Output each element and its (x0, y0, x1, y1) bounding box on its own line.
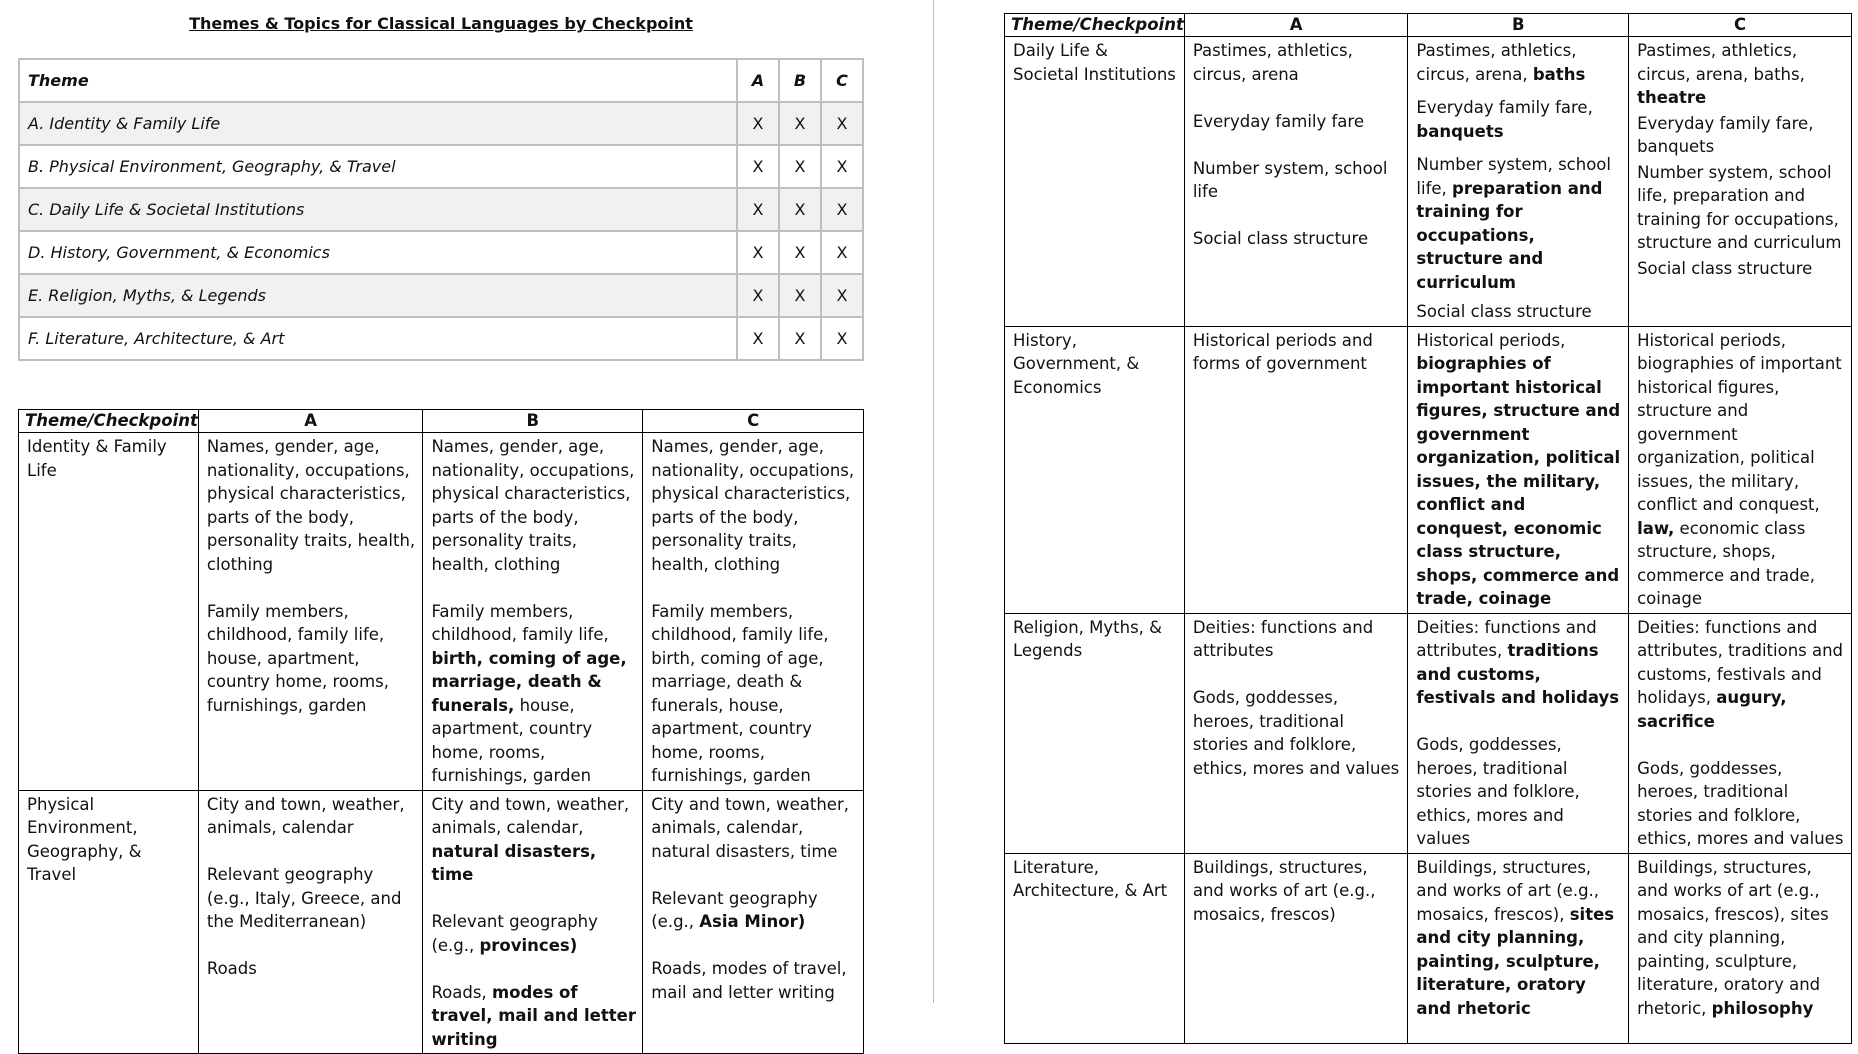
topic-text: Deities: functions and attributes, traditions and customs, festivals and holidays, augury, sacrifice (1637, 617, 1844, 731)
topic-text: Names, gender, age, nationality, occupations, physical characteristics, parts of the body, personality traits, health, clothing (206, 437, 416, 574)
topic-text: Pastimes, athletics, circus, arena (1192, 41, 1353, 84)
summary-header-theme: Theme (19, 59, 737, 102)
checkpoint-a-cell (198, 433, 423, 791)
summary-row (19, 274, 863, 317)
checkpoint-c-cell (1629, 853, 1852, 1043)
checkpoint-c-cell (643, 790, 864, 1054)
topic-text: Relevant geography (e.g., Italy, Greece, and the Mediterranean) (206, 865, 402, 931)
summary-theme-label: B. Physical Environment, Geography, & Travel (19, 145, 737, 188)
summary-row (19, 231, 863, 274)
detail-table-left (18, 409, 864, 1054)
topic-text: Historical periods and forms of government (1192, 330, 1373, 373)
checkpoint-b-cell (423, 433, 643, 791)
topic-text: Everyday family fare (1192, 111, 1364, 131)
summary-mark-a: X (737, 317, 779, 360)
topic-text: Names, gender, age, nationality, occupations, physical characteristics, parts of the body, personality traits, health, clothing (651, 437, 855, 574)
topic-text: Names, gender, age, nationality, occupations, physical characteristics, parts of the body, personality traits, health, clothing (431, 437, 635, 574)
summary-theme-label: D. History, Government, & Economics (19, 231, 737, 274)
right-page (938, 0, 1858, 1018)
topic-text: Number system, school life, preparation and training for occupations, structure and curriculum (1637, 162, 1842, 252)
detail-header-theme: Theme/Checkpoint (1005, 14, 1185, 37)
topic-text: Relevant geography (e.g., Asia Minor) (651, 888, 818, 931)
detail-row-identity (19, 433, 864, 791)
checkpoint-b-cell (1408, 613, 1629, 853)
summary-mark-b: X (779, 274, 821, 317)
summary-mark-b: X (779, 102, 821, 145)
checkpoint-a-cell (1184, 326, 1408, 613)
topic-text: City and town, weather, animals, calendar (206, 794, 405, 837)
topic-text: Number system, school life (1192, 158, 1388, 201)
topic-text: Social class structure (1637, 258, 1813, 278)
summary-table (18, 58, 864, 361)
detail-table-right (1004, 13, 1852, 1044)
topic-text: Number system, school life, preparation and training for occupations, structure and curriculum (1416, 155, 1611, 292)
checkpoint-b-cell (423, 790, 643, 1054)
topic-text: Everyday family fare, banquets (1416, 98, 1593, 141)
topic-text: Family members, childhood, family life, birth, coming of age, marriage, death & funerals, house, apartment, country home, rooms, furnishings, garden (651, 601, 829, 785)
checkpoint-a-cell (1184, 613, 1408, 853)
summary-theme-label: C. Daily Life & Societal Institutions (19, 188, 737, 231)
detail-row-daily-life (1005, 37, 1852, 327)
detail-header-row (19, 410, 864, 433)
summary-mark-b: X (779, 317, 821, 360)
checkpoint-c-cell (643, 433, 864, 791)
summary-mark-a: X (737, 145, 779, 188)
checkpoint-c-cell (1629, 37, 1852, 327)
topic-text: Deities: functions and attributes (1192, 617, 1374, 660)
theme-cell: Religion, Myths, & Legends (1005, 613, 1185, 853)
summary-row (19, 145, 863, 188)
detail-header-b: B (1408, 14, 1629, 37)
summary-mark-c: X (821, 102, 863, 145)
summary-mark-a: X (737, 231, 779, 274)
checkpoint-b-cell (1408, 37, 1629, 327)
detail-header-theme: Theme/Checkpoint (19, 410, 199, 433)
summary-mark-c: X (821, 231, 863, 274)
detail-row-physical (19, 790, 864, 1054)
summary-row (19, 317, 863, 360)
topic-text: Buildings, structures, and works of art (e.g., mosaics, frescos) (1192, 857, 1376, 924)
topic-text: Gods, goddesses, heroes, traditional stories and folklore, ethics, mores and values (1637, 758, 1844, 848)
summary-mark-b: X (779, 231, 821, 274)
topic-text: Roads (206, 959, 257, 978)
summary-mark-b: X (779, 145, 821, 188)
topic-text: Deities: functions and attributes, traditions and customs, festivals and holidays (1416, 617, 1620, 707)
summary-mark-a: X (737, 274, 779, 317)
summary-row (19, 102, 863, 145)
summary-theme-label: F. Literature, Architecture, & Art (19, 317, 737, 360)
detail-row-history (1005, 326, 1852, 613)
topic-text: Social class structure (1416, 302, 1592, 321)
topic-text: Pastimes, athletics, circus, arena, baths (1416, 41, 1586, 84)
topic-text: Relevant geography (e.g., provinces) (431, 912, 598, 955)
summary-mark-c: X (821, 274, 863, 317)
topic-text: Historical periods, biographies of important historical figures, structure and government organization, political issues, the military, conflict and conquest, economic class structure, shops, commerce and trade, coinage (1416, 330, 1621, 608)
detail-header-row (1005, 14, 1852, 37)
topic-text: Roads, modes of travel, mail and letter writing (431, 982, 636, 1049)
topic-text: Everyday family fare, banquets (1637, 113, 1814, 156)
topic-text: Family members, childhood, family life, birth, coming of age, marriage, death & funerals, house, apartment, country home, rooms, furnishings, garden (431, 601, 627, 785)
topic-text: City and town, weather, animals, calendar, natural disasters, time (431, 794, 630, 884)
topic-text: Social class structure (1192, 229, 1369, 248)
topic-text: Gods, goddesses, heroes, traditional stories and folklore, ethics, mores and values (1416, 735, 1580, 848)
theme-cell: History, Government, & Economics (1005, 326, 1185, 613)
checkpoint-a-cell (1184, 853, 1408, 1043)
detail-row-religion (1005, 613, 1852, 853)
summary-header-a: A (737, 59, 779, 102)
checkpoint-b-cell (1408, 326, 1629, 613)
page-divider (933, 0, 934, 1003)
summary-theme-label: A. Identity & Family Life (19, 102, 737, 145)
topic-text: Gods, goddesses, heroes, traditional stories and folklore, ethics, mores and values (1192, 688, 1400, 778)
theme-cell: Daily Life & Societal Institutions (1005, 37, 1185, 327)
detail-header-b: B (423, 410, 643, 433)
detail-header-c: C (1629, 14, 1852, 37)
theme-cell: Literature, Architecture, & Art (1005, 853, 1185, 1043)
summary-mark-b: X (779, 188, 821, 231)
left-page (0, 0, 930, 1049)
topic-text: Roads, modes of travel, mail and letter writing (651, 959, 847, 1002)
detail-row-literature (1005, 853, 1852, 1043)
topic-text: Buildings, structures, and works of art (e.g., mosaics, frescos), sites and city planning, painting, sculpture, literature, oratory and rhetoric (1416, 857, 1615, 1018)
topic-text: Buildings, structures, and works of art (e.g., mosaics, frescos), sites and city planning, painting, sculpture, literature, oratory and rhetoric, philosophy (1637, 857, 1829, 1018)
summary-mark-a: X (737, 188, 779, 231)
summary-header-c: C (821, 59, 863, 102)
detail-header-a: A (198, 410, 423, 433)
topic-text: Pastimes, athletics, circus, arena, baths, theatre (1637, 41, 1805, 107)
theme-cell: Identity & Family Life (19, 433, 199, 791)
topic-text: Historical periods, biographies of important historical figures, structure and government organization, political issues, the military, conflict and conquest, law, economic class structure, shops, commerce and trade, coinage (1637, 330, 1842, 608)
topic-text: City and town, weather, animals, calendar, natural disasters, time (651, 794, 849, 861)
detail-header-c: C (643, 410, 864, 433)
checkpoint-c-cell (1629, 326, 1852, 613)
summary-mark-a: X (737, 102, 779, 145)
summary-theme-label: E. Religion, Myths, & Legends (19, 274, 737, 317)
checkpoint-c-cell (1629, 613, 1852, 853)
theme-cell: Physical Environment, Geography, & Travel (19, 790, 199, 1054)
summary-mark-c: X (821, 188, 863, 231)
detail-header-a: A (1184, 14, 1408, 37)
checkpoint-b-cell (1408, 853, 1629, 1043)
summary-header-row (19, 59, 863, 102)
summary-mark-c: X (821, 317, 863, 360)
checkpoint-a-cell (198, 790, 423, 1054)
summary-row (19, 188, 863, 231)
topic-text: Family members, childhood, family life, house, apartment, country home, rooms, furnishings, garden (206, 601, 389, 715)
checkpoint-a-cell (1184, 37, 1408, 327)
summary-header-b: B (779, 59, 821, 102)
document-title: Themes & Topics for Classical Languages by Checkpoint (189, 14, 693, 33)
summary-mark-c: X (821, 145, 863, 188)
